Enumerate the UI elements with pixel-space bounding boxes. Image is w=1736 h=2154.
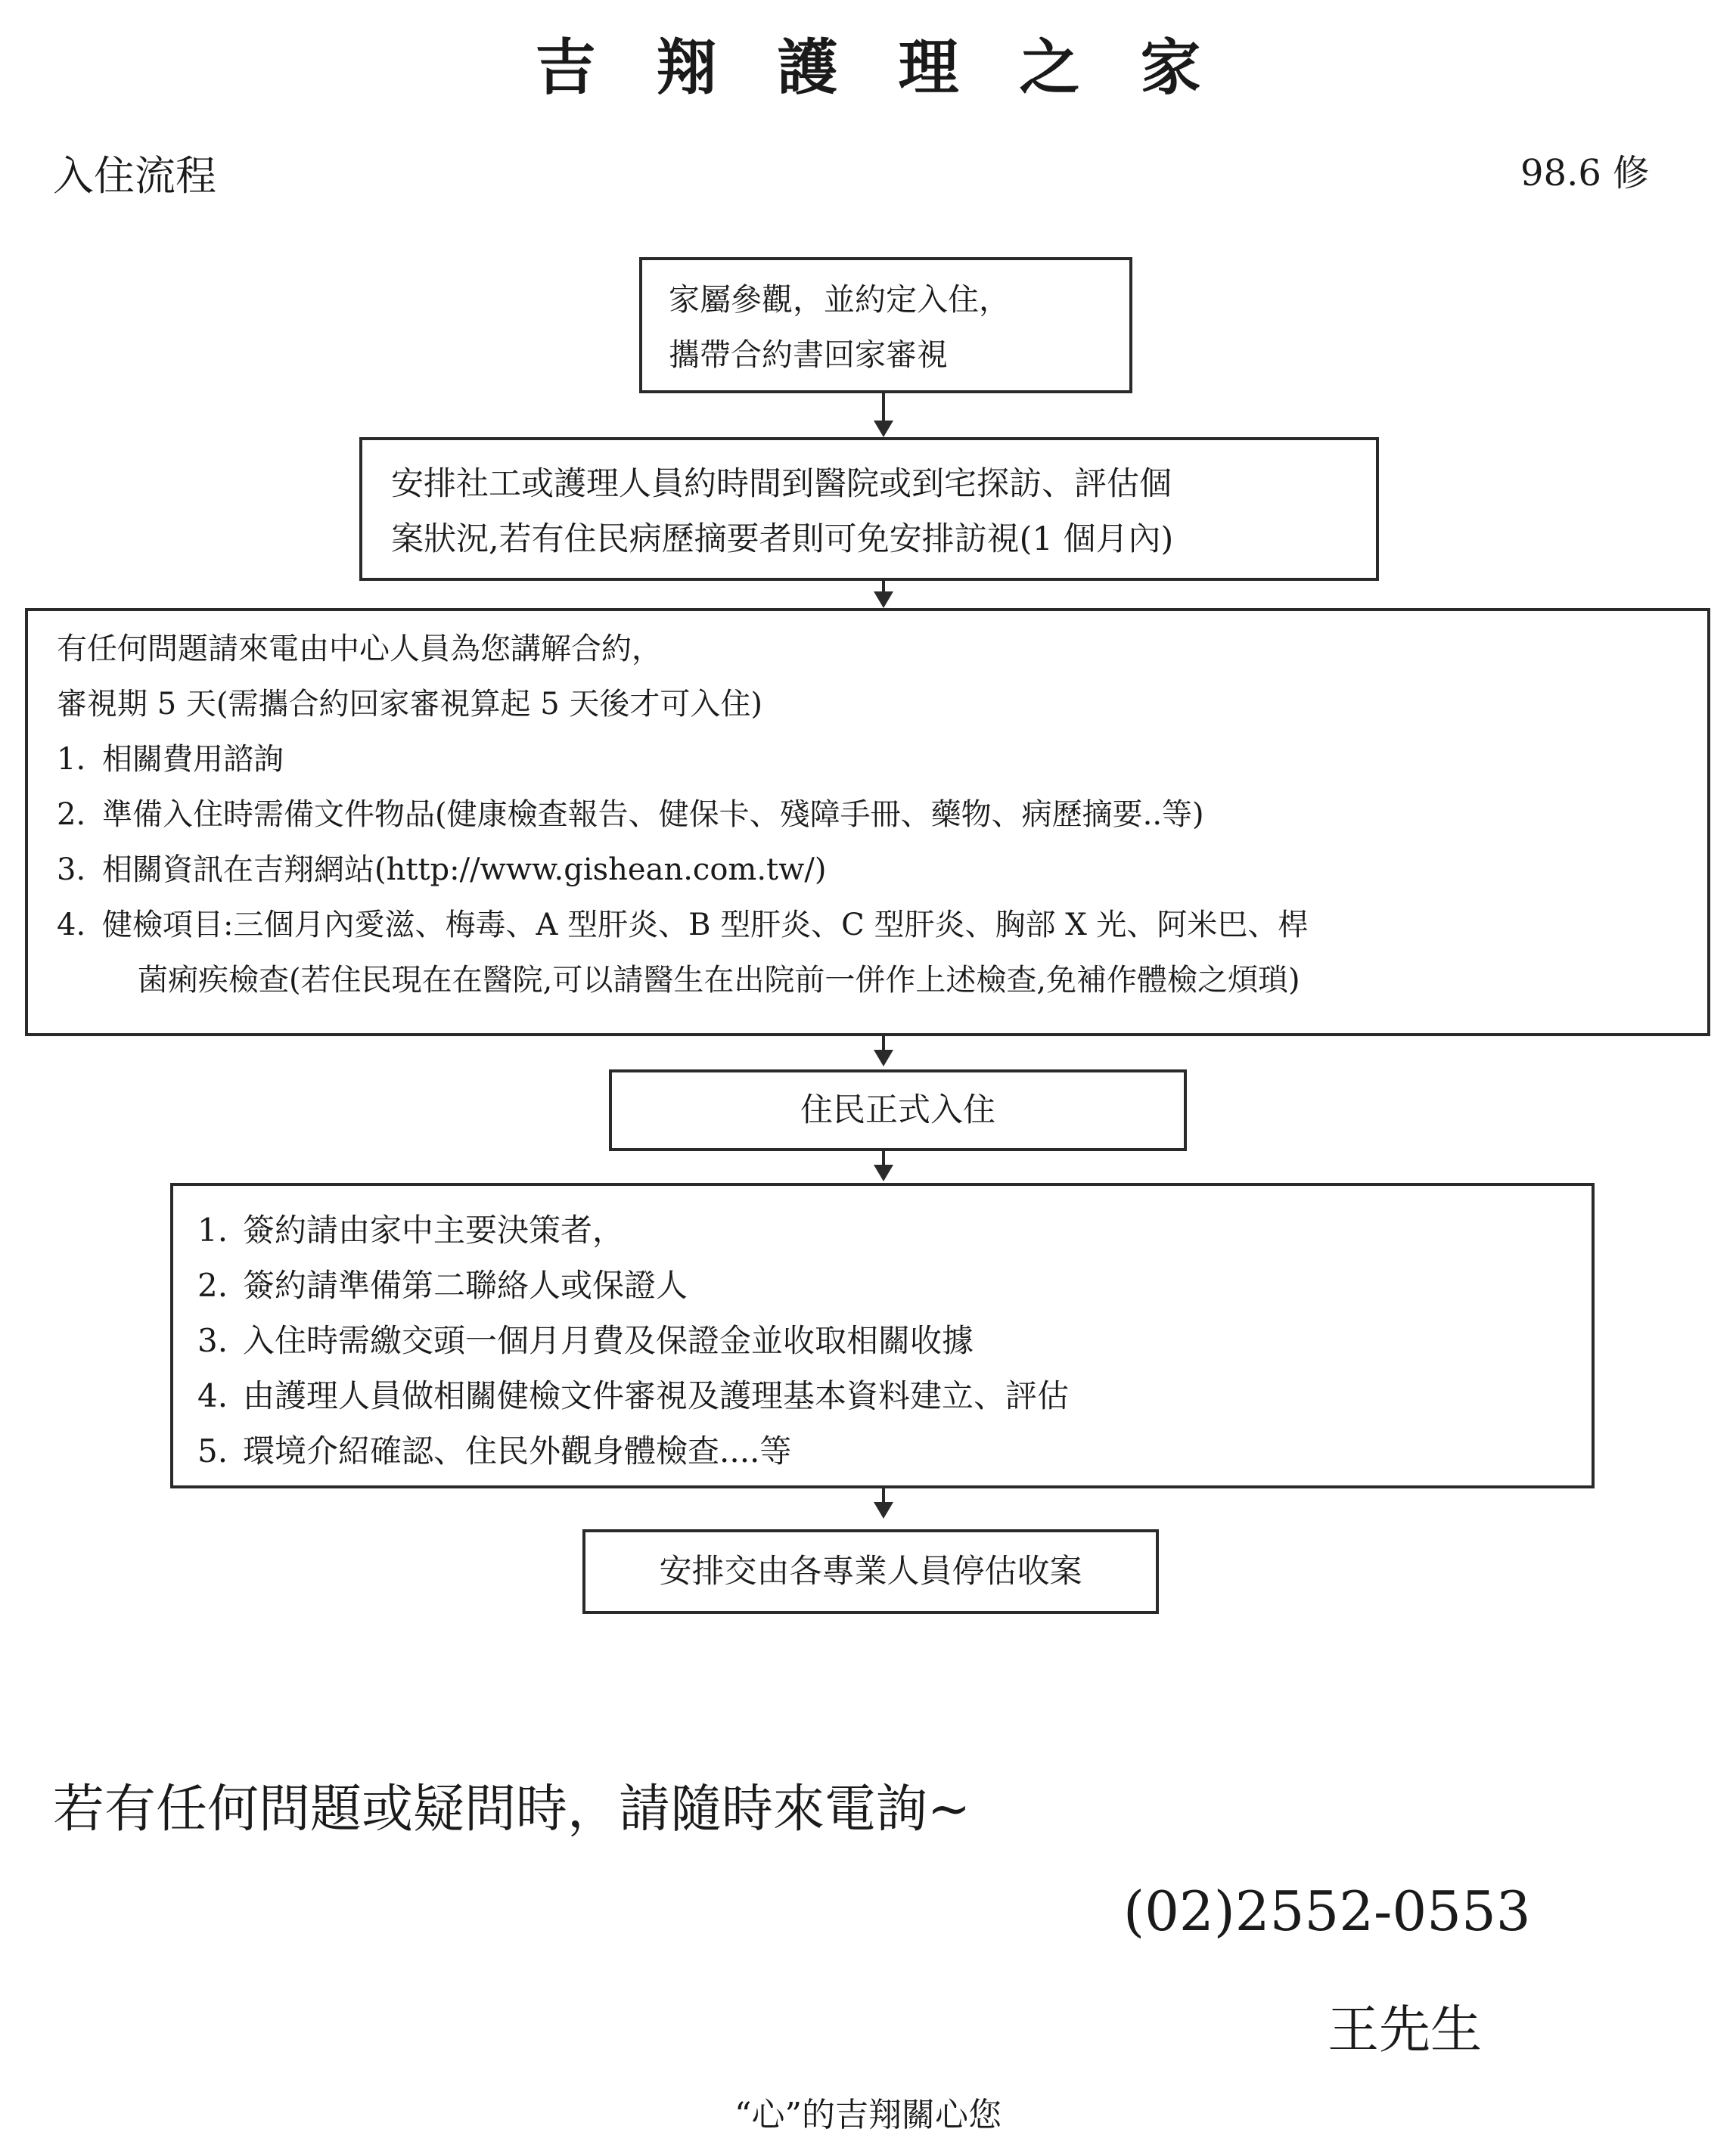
list-item <box>57 898 1707 953</box>
item-number: 2. <box>197 1267 228 1304</box>
flow-step-1 <box>639 257 1132 393</box>
page-title: 吉翔護理之家 <box>535 32 1262 103</box>
item-text: 準備入住時需備文件物品(健康檢查報告、健保卡、殘障手冊、藥物、病歷摘要..等) <box>102 797 1204 832</box>
item-number: 5. <box>197 1432 228 1470</box>
item-text: 簽約請由家中主要決策者， <box>243 1212 625 1249</box>
flow-step-6 <box>582 1529 1159 1614</box>
arrow-down-icon <box>874 1050 893 1066</box>
flow-step-5 <box>170 1183 1595 1488</box>
item-text: 相關資訊在吉翔網站(http://www.gishean.com.tw/) <box>102 852 827 887</box>
list-item <box>57 732 1707 787</box>
step1-line-1: 家屬參觀，並約定入住， <box>669 281 1010 318</box>
list-item <box>57 843 1707 898</box>
item-number: 1. <box>57 742 86 777</box>
contact-name: 王先生 <box>1328 2000 1483 2060</box>
item-text: 由護理人員做相關健檢文件審視及護理基本資料建立、評估 <box>243 1377 1070 1414</box>
list-item <box>197 1313 1592 1368</box>
item-text: 菌痢疾檢查(若住民現在在醫院,可以請醫生在出院前一併作上述檢查,免補作體檢之煩瑣) <box>138 963 1300 998</box>
flow-step-3 <box>25 608 1710 1036</box>
list-item <box>197 1258 1592 1313</box>
contact-phone: (02)2552-0553 <box>1123 1879 1531 1943</box>
flow-arrow <box>882 393 885 422</box>
item-text: 環境介紹確認、住民外觀身體檢查....等 <box>243 1432 792 1470</box>
step3-intro-1: 有任何問題請來電由中心人員為您講解合約， <box>57 632 662 666</box>
list-item-continuation <box>57 953 1707 1008</box>
arrow-down-icon <box>874 1502 893 1519</box>
step2-line-2: 案狀況,若有住民病歷摘要者則可免安排訪視(1 個月內) <box>391 520 1174 558</box>
step4-text: 住民正式入住 <box>800 1091 995 1129</box>
document-subtitle: 入住流程 <box>53 152 216 200</box>
flow-step-4 <box>609 1069 1187 1151</box>
item-text: 健檢項目:三個月內愛滋、梅毒、A 型肝炎、B 型肝炎、C 型肝炎、胸部 X 光、阿米巴、桿 <box>102 908 1309 942</box>
step6-text: 安排交由各專業人員停估收案 <box>659 1553 1082 1591</box>
step1-line-2: 攜帶合約書回家審視 <box>669 337 948 373</box>
item-number: 4. <box>57 908 86 942</box>
footer-question: 若有任何問題或疑問時，請隨時來電詢~ <box>53 1780 970 1839</box>
list-item <box>57 787 1707 843</box>
step3-intro-2: 審視期 5 天(需攜合約回家審視算起 5 天後才可入住) <box>57 687 762 722</box>
footer-tagline: “心”的吉翔關心您 <box>734 2096 1002 2134</box>
item-number: 1. <box>197 1212 228 1249</box>
arrow-down-icon <box>874 421 893 437</box>
item-text: 相關費用諮詢 <box>102 742 284 777</box>
item-number: 3. <box>57 852 86 887</box>
flow-step-2 <box>359 437 1379 581</box>
item-number: 3. <box>197 1322 228 1359</box>
item-number: 2. <box>57 797 86 832</box>
arrow-down-icon <box>874 1165 893 1181</box>
version-label: 98.6 修 <box>1520 152 1650 194</box>
item-text: 入住時需繳交頭一個月月費及保證金並收取相關收據 <box>243 1322 974 1359</box>
arrow-down-icon <box>874 591 893 608</box>
item-text: 簽約請準備第二聯絡人或保證人 <box>243 1267 688 1304</box>
list-item <box>197 1203 1592 1258</box>
step2-line-1: 安排社工或護理人員約時間到醫院或到宅探訪、評估個 <box>391 465 1172 503</box>
item-number: 4. <box>197 1377 228 1414</box>
list-item <box>197 1423 1592 1479</box>
list-item <box>197 1368 1592 1423</box>
